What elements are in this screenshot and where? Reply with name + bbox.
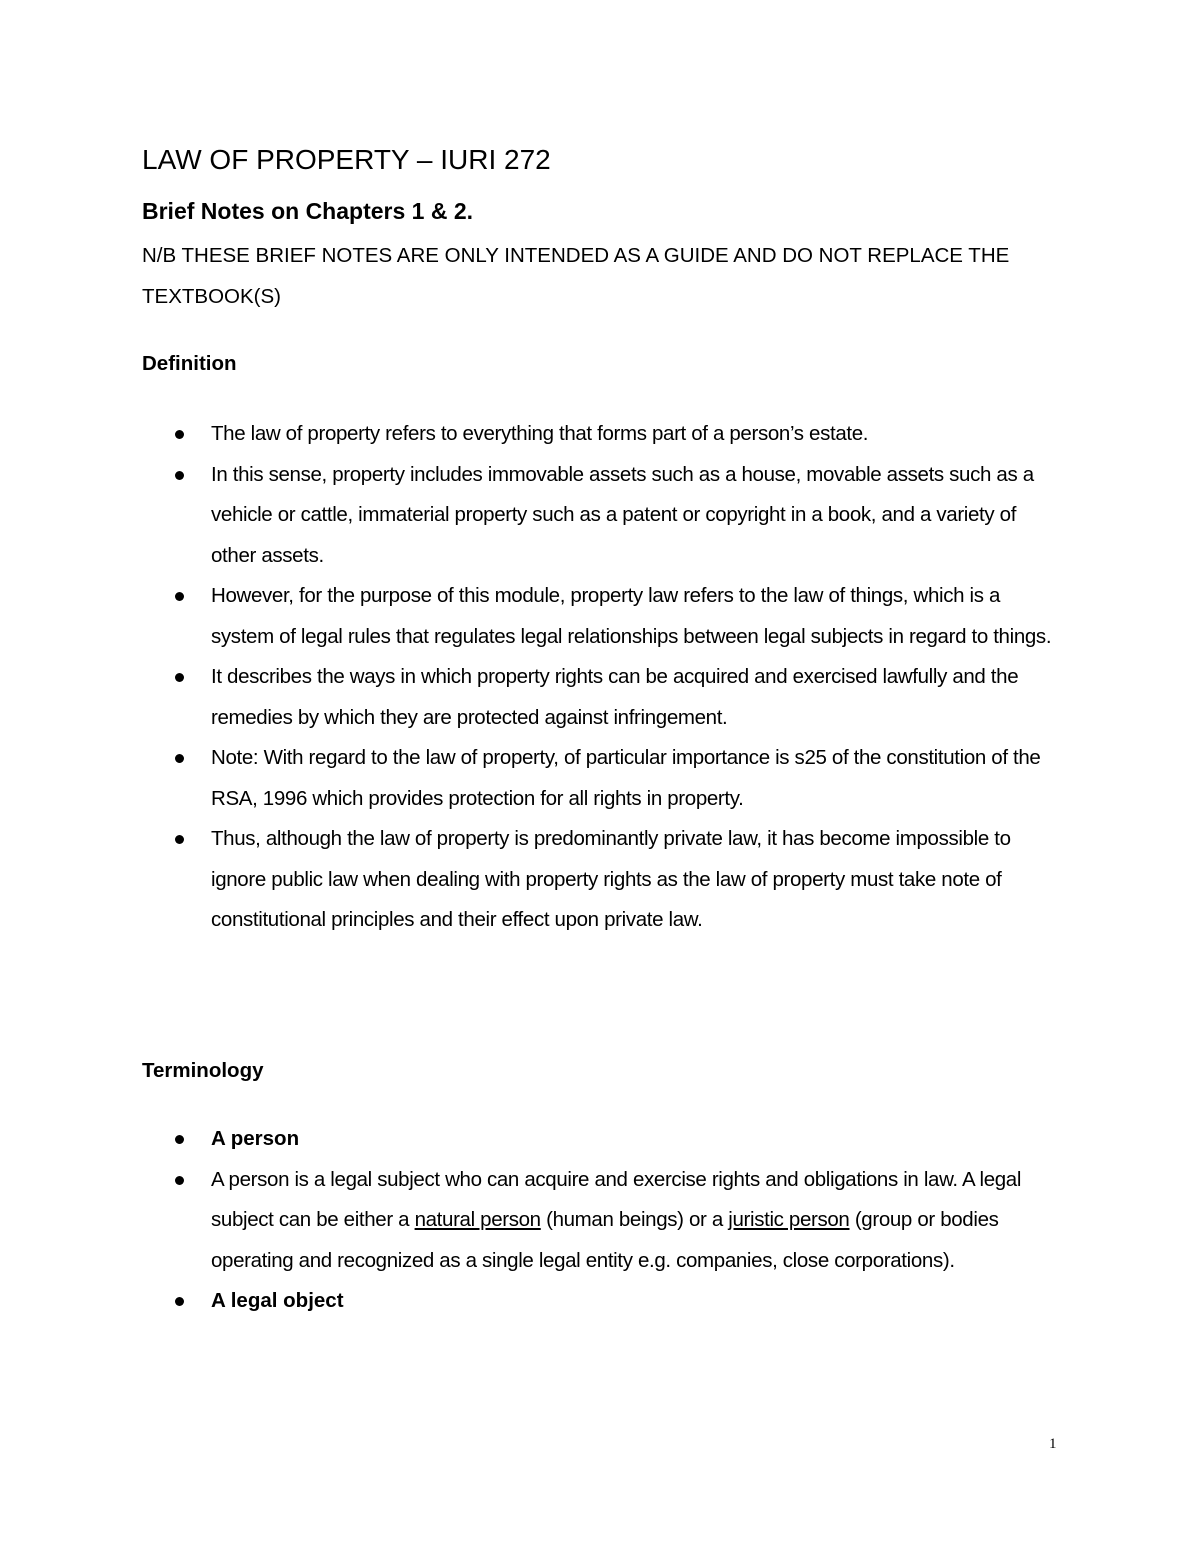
list-item — [0, 1281, 1061, 1322]
bullet-icon — [175, 1297, 184, 1306]
terminology-heading: Terminology — [142, 1059, 264, 1082]
list-item-text: Thus, although the law of property is predominantly private law, it has become impossible to ignore public law when dealing with property rights as the law of property must take note of constitutional principles and their effect upon private law. — [211, 827, 1011, 931]
person-definition-text: (group or bodies operating and recognized as a single legal entity e.g. companies, close corporations). — [211, 1208, 999, 1272]
list-item — [0, 738, 1061, 819]
list-item — [0, 657, 1061, 738]
list-item-text: In this sense, property includes immovable assets such as a house, movable assets such as a vehicle or cattle, immaterial property such as a patent or copyright in a book, and a variety of other assets. — [211, 462, 1034, 567]
list-item-text: It describes the ways in which property rights can be acquired and exercised lawfully and the remedies by which they are protected against infringement. — [211, 665, 1019, 729]
list-item — [0, 414, 1061, 455]
bullet-icon — [175, 1176, 184, 1185]
list-item — [0, 576, 1061, 657]
list-item-text: The law of property refers to everything that forms part of a person’s estate. — [211, 422, 869, 445]
natural-person-term: natural person — [414, 1208, 541, 1231]
list-item-text: Note: With regard to the law of property, of particular importance is s25 of the constitution of the RSA, 1996 which provides protection for all rights in property. — [211, 746, 1041, 810]
juristic-person-term: juristic person — [728, 1208, 850, 1231]
terminology-list — [0, 1119, 1200, 1322]
person-definition-text: A person is a legal subject who can acquire and exercise rights and obligations in law. A legal subject can be either a — [211, 1167, 1022, 1231]
person-definition-text: (human beings) or a — [540, 1208, 729, 1231]
definition-list — [0, 414, 1200, 941]
bullet-icon — [175, 471, 184, 480]
list-item-text: However, for the purpose of this module, property law refers to the law of things, which is a system of legal rules that regulates legal relationships between legal subjects in regard to things. — [211, 584, 1052, 648]
document-title: LAW OF PROPERTY – IURI 272 — [142, 144, 551, 175]
term-heading-legal-object: A legal object — [211, 1289, 344, 1312]
page-number: 1 — [1049, 1436, 1057, 1452]
bullet-icon — [175, 754, 184, 763]
bullet-icon — [175, 1135, 184, 1144]
list-item — [0, 1160, 1061, 1282]
list-item — [0, 455, 1061, 577]
list-item — [0, 1119, 1061, 1160]
term-heading-person: A person — [211, 1127, 300, 1150]
disclaimer-notice: N/B THESE BRIEF NOTES ARE ONLY INTENDED AS A GUIDE AND DO NOT REPLACE THE TEXTBOOK(S) — [142, 244, 1010, 308]
bullet-icon — [175, 835, 184, 844]
bullet-icon — [175, 430, 184, 439]
definition-heading: Definition — [142, 352, 237, 375]
bullet-icon — [175, 673, 184, 682]
list-item — [0, 819, 1061, 941]
document-subtitle: Brief Notes on Chapters 1 & 2. — [142, 198, 474, 224]
bullet-icon — [175, 592, 184, 601]
